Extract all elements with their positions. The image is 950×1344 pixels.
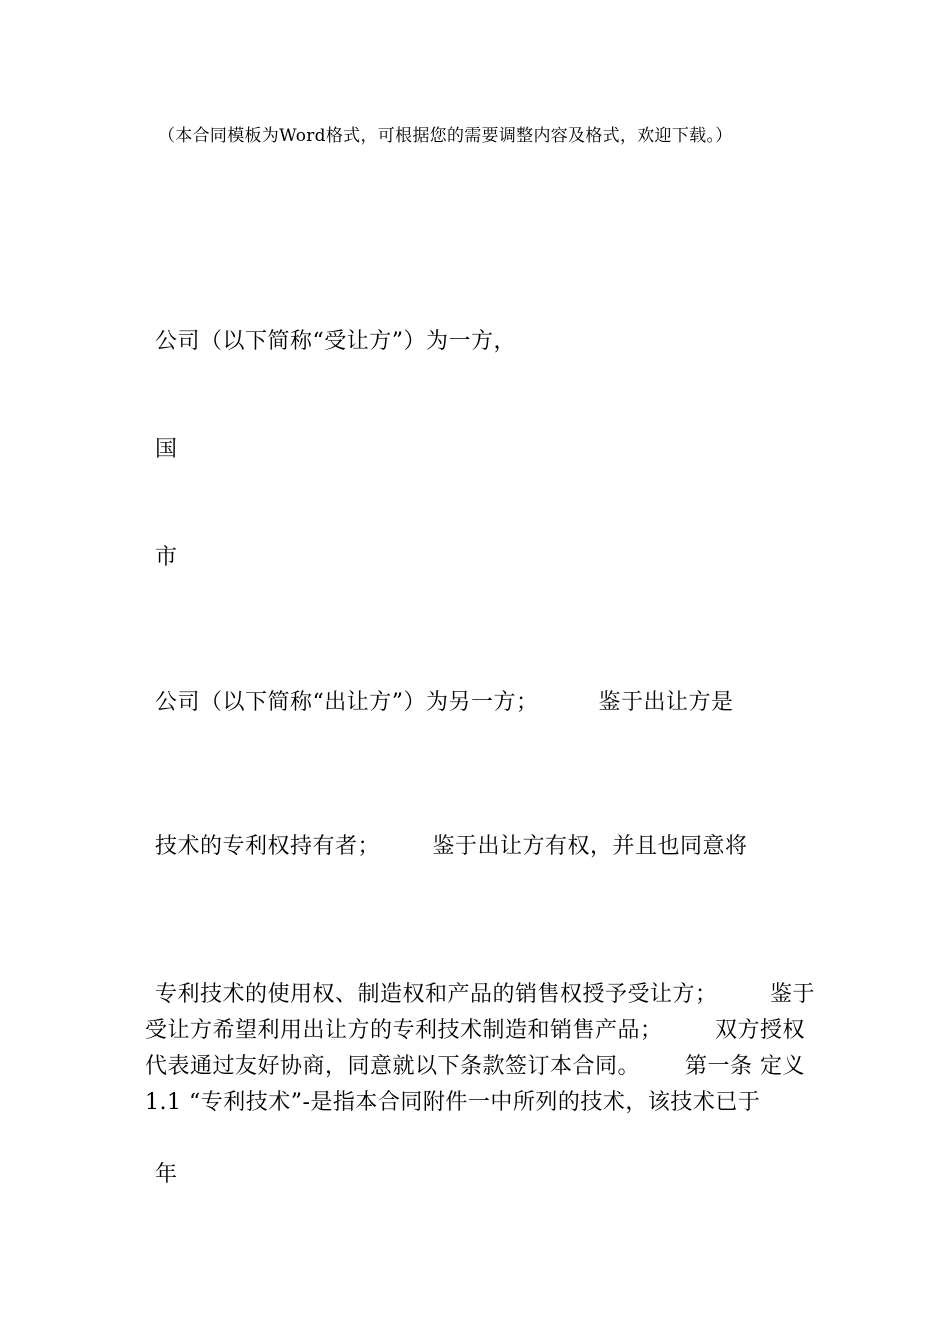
party-b-line: 公司（以下简称“出让方”）为另一方； 鉴于出让方是 (155, 690, 734, 715)
paragraph-line: 1.1 “专利技术”-是指本合同附件一中所列的技术，该技术已于 (145, 1090, 761, 1115)
paragraph-line: 受让方希望利用出让方的专利技术制造和销售产品； 双方授权 (145, 1018, 805, 1043)
party-a-line: 公司（以下简称“受让方”）为一方， (155, 329, 516, 354)
template-note: （本合同模板为Word格式，可根据您的需要调整内容及格式，欢迎下载。） (158, 126, 733, 146)
city-line: 市 (155, 545, 178, 570)
paragraph-line: 代表通过友好协商，同意就以下条款签订本合同。 第一条 定义 (145, 1054, 805, 1079)
patent-holder-line: 技术的专利权持有者； 鉴于出让方有权，并且也同意将 (155, 834, 748, 859)
year-line: 年 (155, 1162, 178, 1187)
recitals-paragraph (145, 977, 815, 1121)
country-line: 国 (155, 437, 178, 462)
paragraph-line: 专利技术的使用权、制造权和产品的销售权授予受让方； 鉴于 (155, 982, 815, 1007)
